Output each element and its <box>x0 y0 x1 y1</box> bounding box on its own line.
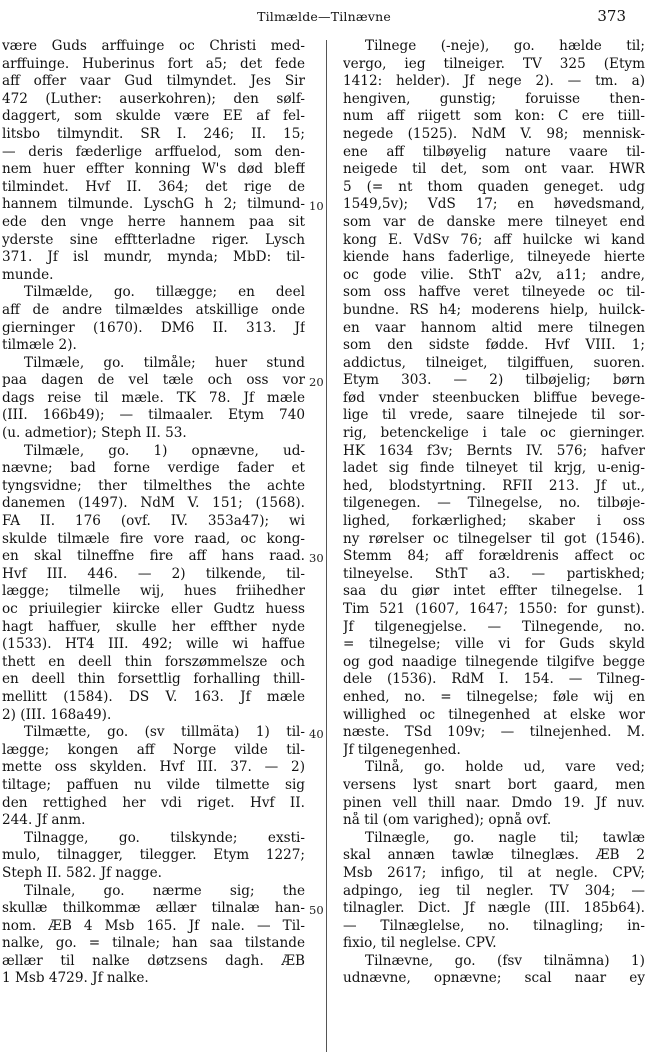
text-line: Etym 303. — 2) tilbøjelig; børn <box>343 372 645 389</box>
text-line: litsbo tilmyndit. SR I. 246; II. 15; <box>2 125 305 142</box>
text-line: Tilnagge, go. tilskynde; exsti- <box>24 829 305 846</box>
text-line: paa dagen de vel tæle och oss vor <box>2 372 305 389</box>
text-line: neigede til det, som ont vaar. HWR <box>343 161 645 178</box>
text-line: tilmindet. Hvf II. 364; det rige de <box>2 178 305 195</box>
text-line: lægge; kongen aff Norge vilde til- <box>2 741 305 758</box>
text-line: saa du giør intet effter tilnegelse. 1 <box>343 583 645 600</box>
text-line: Steph II. 582. Jf nagge. <box>2 864 162 881</box>
text-line: ladet sig finde tilneyet til krjg, u-enig- <box>343 460 645 477</box>
text-line: Msb 2617; infigo, til at negle. CPV; <box>343 864 645 881</box>
text-line: ede den vnge herre hannem paa sit <box>2 213 305 230</box>
text-line: Tilmæle, go. 1) opnævne, ud- <box>24 442 305 459</box>
text-line: hagt haffuer, skulle her effther nyde <box>2 618 305 635</box>
text-line: bundne. RS h4; moderens hielp, huilck- <box>343 301 645 318</box>
text-line: pinen vell thill naar. Dmdo 19. Jf nuv. <box>343 794 645 811</box>
text-line: — deris fæderlige arffuelod, som den- <box>2 143 305 160</box>
text-line: fød vnder steenbucken bliffue bevege- <box>343 389 645 406</box>
right-column <box>343 38 645 1056</box>
text-line: lægge; tilmelle wij, hues friihedher <box>2 583 305 600</box>
text-line: Jf tilgenegenhed. <box>343 741 461 758</box>
page-number: 373 <box>597 7 626 25</box>
text-line: Tilmæle, go. tilmåle; huer stund <box>24 354 305 371</box>
text-line: negede (1525). NdM V. 98; mennisk- <box>343 125 645 142</box>
text-line: thett en deell thin forszømmelsze och <box>2 653 305 670</box>
text-line: Hvf III. 446. — 2) tilkende, til- <box>2 565 305 582</box>
text-line: lighed, forkærlighed; skaber i oss <box>343 513 645 530</box>
text-line: kiende hans faderlige, tilneyede hierte <box>343 249 645 266</box>
text-line: (1533). HT4 III. 492; wille wi haffue <box>2 636 305 653</box>
text-line: Tilnege (-neje), go. hælde til; <box>365 38 645 54</box>
text-line: Tilmætte, go. (sv tillmäta) 1) til- <box>24 724 305 741</box>
text-line: Tilnale, go. nærme sig; the <box>24 882 305 899</box>
text-line: oc gode vilie. SthT a2v, a11; andre, <box>343 266 645 283</box>
text-line: som var de danske mere tilneyet end <box>343 213 645 230</box>
text-line: nom. ÆB 4 Msb 165. Jf nale. — Til- <box>2 917 305 934</box>
text-line: tilneyelse. SthT a3. — partiskhed; <box>343 565 645 582</box>
text-line: 1412: helder). Jf nege 2). — tm. a) <box>343 73 645 90</box>
text-line: skulde tilmæle fire vore raad, oc kong- <box>2 530 305 547</box>
text-line: 2) (III. 168a49). <box>2 706 112 723</box>
text-line: versens lyst snart bort gaard, men <box>343 776 645 793</box>
text-line: danemen (1497). NdM V. 151; (1568). <box>2 495 305 512</box>
text-line: = tilnegelse; ville vi for Guds skyld <box>343 636 645 653</box>
text-line: oc priuilegier kiircke eller Gudtz huess <box>2 601 305 617</box>
page-header <box>0 6 648 28</box>
text-line: ællær til nalke døtzsens dagh. ÆB <box>2 952 305 969</box>
text-line: nå til (om varighed); opnå ovf. <box>343 812 552 829</box>
text-line: nævne; bad forne verdige fader et <box>2 460 305 477</box>
text-line: tilnagler. Dict. Jf nægle (III. 185b64). <box>343 900 645 917</box>
text-line: 472 (Luther: auserkohren); den sølf- <box>2 90 305 107</box>
text-line: — Tilnæglelse, no. tilnagling; in- <box>343 917 645 934</box>
text-line: mellitt (1584). DS V. 163. Jf mæle <box>2 688 305 705</box>
text-line: tyngsvidne; ther tilmelthes the achte <box>2 477 305 494</box>
text-line: HK 1634 f3v; Bernts IV. 576; hafver <box>343 442 645 459</box>
text-line: Stemm 84; aff forældrenis affect oc <box>343 548 645 565</box>
text-line: Tilmælde, go. tillægge; en deel <box>24 284 305 301</box>
text-line: Tim 521 (1607, 1647; 1550: for gunst). <box>343 601 645 617</box>
text-line: en vaar hannom altid mere tilnegen <box>343 319 645 336</box>
text-line: num aff riigett som kon: C ere tiill- <box>343 108 645 125</box>
text-line: 5 (= nt thom quaden geneget. udg <box>343 178 645 195</box>
text-line: munde. <box>2 266 54 283</box>
text-line: adpingo, ieg til negler. TV 304; — <box>343 882 645 899</box>
text-line: (III. 166b49); — tilmaaler. Etym 740 <box>2 407 305 424</box>
text-line: aff offer vaar Gud tilmyndet. Jes Sir <box>2 73 305 90</box>
text-line: arffuinge. Huberinus fort a5; det fede <box>2 55 305 72</box>
text-line: være Guds arffuinge oc Christi med- <box>2 38 305 54</box>
text-line: daggert, som skulde være EE af fel- <box>2 108 305 125</box>
text-line: gierninger (1670). DM6 II. 313. Jf <box>2 319 305 336</box>
text-line: addictus, tilneiget, tilgiffuen, suoren. <box>343 354 645 371</box>
line-number: 10 <box>309 199 324 214</box>
text-line: 1549,5v); VdS 17; en høvedsmand, <box>343 196 645 213</box>
text-line: hed, blodstyrtning. RFII 213. Jf ut., <box>343 477 645 494</box>
text-line: mette oss skylden. Hvf III. 37. — 2) <box>2 759 305 776</box>
text-line: som oss haffve veret tilneyede oc til- <box>343 284 645 301</box>
text-line: tilmæle 2). <box>2 337 77 354</box>
text-line: ny rørelser oc tilnegelser til got (1546). <box>343 530 645 547</box>
text-line: skal annæn tawlæ tilneglæs. ÆB 2 <box>343 847 645 864</box>
text-line: nem huer effter konning W's død bleff <box>2 161 305 178</box>
text-line: og god naadige tilnegende tilgifve begge <box>343 653 645 670</box>
text-line: tiltage; paffuen nu vilde tilmette sig <box>2 776 305 793</box>
text-line: dele (1536). RdM I. 154. — Tilneg- <box>343 671 645 688</box>
text-line: som den sidste fødde. Hvf VIII. 1; <box>343 337 645 354</box>
text-line: 244. Jf anm. <box>2 812 86 829</box>
text-line: vergo, ieg tilneiger. TV 325 (Etym <box>343 55 645 72</box>
line-number: 50 <box>309 903 324 918</box>
text-line: den rettighed her vdi riget. Hvf II. <box>2 794 305 811</box>
text-line: (u. admetior); Steph II. 53. <box>2 425 187 442</box>
text-line: dags reise til mæle. TK 78. Jf mæle <box>2 389 305 406</box>
left-column <box>2 38 305 1056</box>
text-line: Tilnævne, go. (fsv tilnämna) 1) <box>365 952 645 969</box>
column-divider <box>326 40 327 1052</box>
text-line: en deell thin forsettlig forhalling thill- <box>2 671 305 688</box>
text-line: hengiven, gunstig; foruisse then- <box>343 90 645 107</box>
line-number: 30 <box>309 551 324 566</box>
text-line: lige til vrede, saare tilnejede til sor- <box>343 407 645 424</box>
text-line: skullæ thilkommæ ællær tilnalæ han- <box>2 900 305 917</box>
text-line: ene aff tilbøyelig nature vaare til- <box>343 143 645 160</box>
text-line: Tilnå, go. holde ud, vare ved; <box>365 759 645 776</box>
text-line: tilgenegen. — Tilnegelse, no. tilbøje- <box>343 495 645 512</box>
line-number: 20 <box>309 375 324 390</box>
text-line: nalke, go. = tilnale; han saa tilstande <box>2 935 305 952</box>
text-line: Jf tilgenegjelse. — Tilnegende, no. <box>343 618 645 635</box>
text-line: FA II. 176 (ovf. IV. 353a47); wi <box>2 513 305 530</box>
text-line: 1 Msb 4729. Jf nalke. <box>2 970 149 987</box>
text-line: aff de andre tilmældes atskillige onde <box>2 301 305 318</box>
text-line: næste. TSd 109v; — tilnejenhed. M. <box>343 724 645 741</box>
text-line: en skal tilneffne fire aff hans raad. <box>2 548 305 565</box>
text-line: yderste sine efftterladne riger. Lysch <box>2 231 305 248</box>
text-line: fixio, til neglelse. CPV. <box>343 935 497 952</box>
running-head: Tilmælde—Tilnævne <box>257 9 391 24</box>
text-line: 371. Jf isl mundr, mynda; MbD: til- <box>2 249 305 266</box>
text-line: kong E. VdSv 76; aff huilcke wi kand <box>343 231 645 248</box>
line-number: 40 <box>309 727 324 742</box>
text-line: hannem tilmunde. LyschG h 2; tilmund- <box>2 196 305 213</box>
text-line: mulo, tilnagger, tilegger. Etym 1227; <box>2 847 305 864</box>
text-line: willighed oc tilnegenhed at elske wor <box>343 706 645 723</box>
text-line: enhed, no. = tilnegelse; føle wij en <box>343 688 645 705</box>
text-line: udnævne, opnævne; scal naar ey <box>343 970 645 987</box>
text-line: Tilnægle, go. nagle til; tawlæ <box>365 829 645 846</box>
text-line: rig, betenckelige i tale oc gierninger. <box>343 425 645 442</box>
